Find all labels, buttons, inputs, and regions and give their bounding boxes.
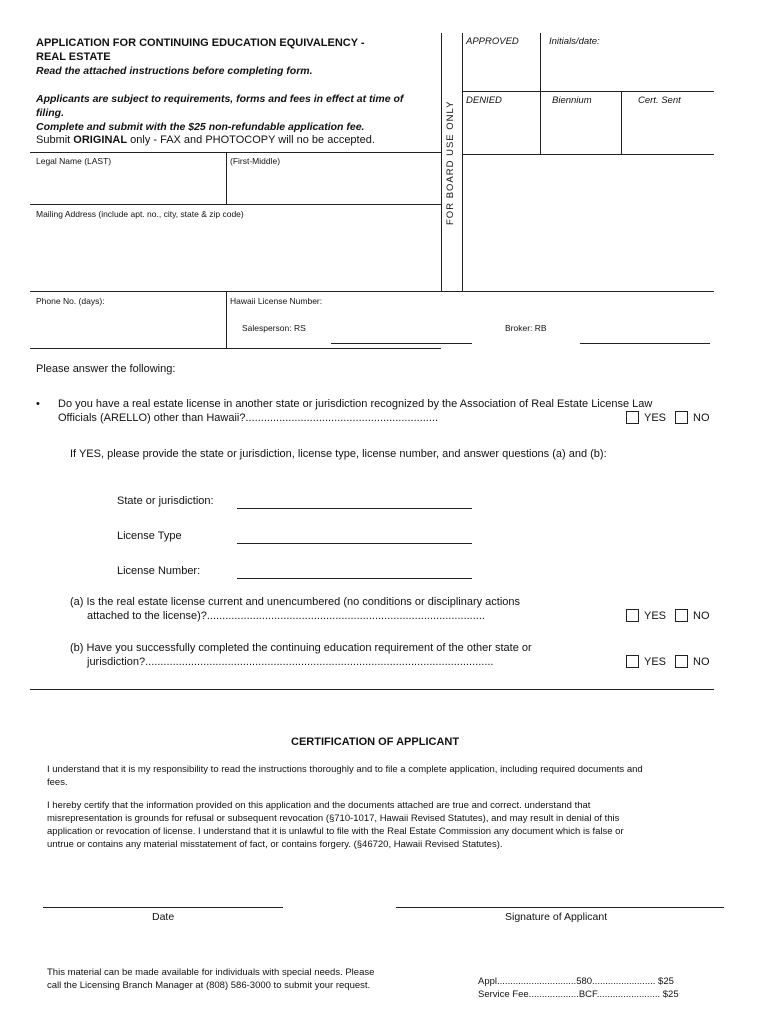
date-signature-line[interactable] (43, 907, 283, 908)
please-answer-heading: Please answer the following: (36, 363, 176, 375)
phone-row-top-line (30, 291, 714, 292)
certification-para1-line2: fees. (47, 777, 68, 788)
certification-heading: CERTIFICATION OF APPLICANT (291, 736, 460, 748)
q1-yes-label: YES (644, 412, 667, 424)
applicant-signature-line[interactable] (396, 907, 724, 908)
mailing-address-field[interactable]: Mailing Address (include apt. no., city, state & zip code) (36, 209, 244, 219)
qa-yes-checkbox[interactable] (626, 609, 639, 622)
if-yes-instruction: If YES, please provide the state or jurisdiction, license type, license number, and answer questions (a) and (b): (70, 448, 607, 460)
certification-para2-line3: application or revocation of license. I understand that it is unlawful to file with the Real Estate Commission any document which is false or (47, 826, 624, 837)
first-middle-name-field[interactable]: (First-Middle) (230, 156, 281, 166)
section-divider (30, 689, 714, 690)
question-b-line1: (b) Have you successfully completed the continuing education requirement of the other state or (70, 642, 532, 654)
fee-service-line: Service Fee...................BCF........................ $25 (478, 989, 679, 1000)
license-type-label: License Type (117, 530, 182, 542)
qb-no-label: NO (693, 656, 710, 668)
broker-number-line[interactable] (580, 343, 710, 344)
board-divider-left (441, 33, 442, 291)
special-needs-notice-line2: call the Licensing Branch Manager at (808) 586-3000 to submit your request. (47, 980, 371, 991)
certification-para1-line1: I understand that it is my responsibility to read the instructions thoroughly and to file a complete application, including required documents and (47, 764, 643, 775)
question-b-line2: jurisdiction?.................................................................................................................. (87, 656, 494, 668)
biennium-label: Biennium (552, 95, 592, 106)
board-col-divider-1 (540, 33, 541, 154)
qb-yes-checkbox[interactable] (626, 655, 639, 668)
board-col-divider-2 (621, 91, 622, 154)
form-title-line2: REAL ESTATE (36, 51, 111, 63)
question-a-line1: (a) Is the real estate license current and unencumbered (no conditions or disciplinary actions (70, 596, 521, 608)
denied-label: DENIED (466, 95, 502, 106)
cert-sent-label: Cert. Sent (638, 95, 681, 106)
submit-original-emphasis: ORIGINAL (73, 134, 128, 146)
q1-yes-checkbox[interactable] (626, 411, 639, 424)
state-jurisdiction-label: State or jurisdiction: (117, 495, 214, 507)
instructions-note: Read the attached instructions before completing form. (36, 65, 313, 77)
requirements-line2: filing. (36, 107, 64, 119)
form-title-line1: APPLICATION FOR CONTINUING EDUCATION EQUIVALENCY - (36, 37, 365, 49)
approved-label: APPROVED (466, 36, 519, 47)
fee-instruction: Complete and submit with the $25 non-refundable application fee. (36, 121, 365, 133)
requirements-line1: Applicants are subject to requirements, forms and fees in effect at time of (36, 93, 404, 105)
phone-days-field[interactable]: Phone No. (days): (36, 296, 105, 306)
fee-application-line: Appl..............................580........................ $25 (478, 976, 674, 987)
certification-para2-line2: misrepresentation is grounds for refusal or subsequent revocation (§710-1017, Hawaii Revised Statutes), and may result in denial of this (47, 813, 620, 824)
question-a-line2: attached to the license)?........................................................................................... (87, 610, 485, 622)
legal-name-last-field[interactable]: Legal Name (LAST) (36, 156, 112, 166)
question1-line2: Officials (ARELLO) other than Hawaii?............................................................... (58, 412, 439, 424)
q1-no-label: NO (693, 412, 710, 424)
salesperson-rs-label: Salesperson: RS (242, 323, 306, 333)
special-needs-notice-line1: This material can be made available for individuals with special needs. Please (47, 967, 375, 978)
qa-yes-label: YES (644, 610, 667, 622)
q1-no-checkbox[interactable] (675, 411, 688, 424)
board-row-divider-2 (462, 154, 714, 155)
date-label: Date (152, 911, 175, 923)
phone-field-divider (226, 291, 227, 348)
address-row-top-line (30, 204, 441, 205)
submit-instruction: Submit ORIGINAL only - FAX and PHOTOCOPY will no be accepted. (36, 134, 375, 146)
initials-date-label: Initials/date: (549, 36, 600, 47)
certification-para2-line4: untrue or contains any material misstatement of fact, or contains forgery. (§46720, Hawaii Revised Statutes). (47, 839, 503, 850)
qa-no-checkbox[interactable] (675, 609, 688, 622)
question-bullet: • (36, 398, 40, 410)
name-row-top-line (30, 152, 441, 153)
name-field-divider (226, 152, 227, 204)
state-jurisdiction-line[interactable] (237, 508, 472, 509)
license-number-line[interactable] (237, 578, 472, 579)
board-row-divider-1 (462, 91, 714, 92)
license-type-line[interactable] (237, 543, 472, 544)
question1-line1: Do you have a real estate license in another state or jurisdiction recognized by the Association of Real Estate License Law (58, 398, 653, 410)
board-use-vertical-label: FOR BOARD USE ONLY (445, 100, 456, 225)
qa-no-label: NO (693, 610, 710, 622)
board-divider-right (462, 33, 463, 291)
qb-yes-label: YES (644, 656, 667, 668)
qb-no-checkbox[interactable] (675, 655, 688, 668)
broker-rb-label: Broker: RB (505, 323, 547, 333)
salesperson-number-line[interactable] (331, 343, 472, 344)
hawaii-license-number-label: Hawaii License Number: (230, 296, 323, 306)
certification-para2-line1: I hereby certify that the information provided on this application and the documents attached are true and correct. understand that (47, 800, 591, 811)
license-number-label: License Number: (117, 565, 201, 577)
phone-row-bottom-line (30, 348, 441, 349)
signature-label: Signature of Applicant (505, 911, 608, 923)
